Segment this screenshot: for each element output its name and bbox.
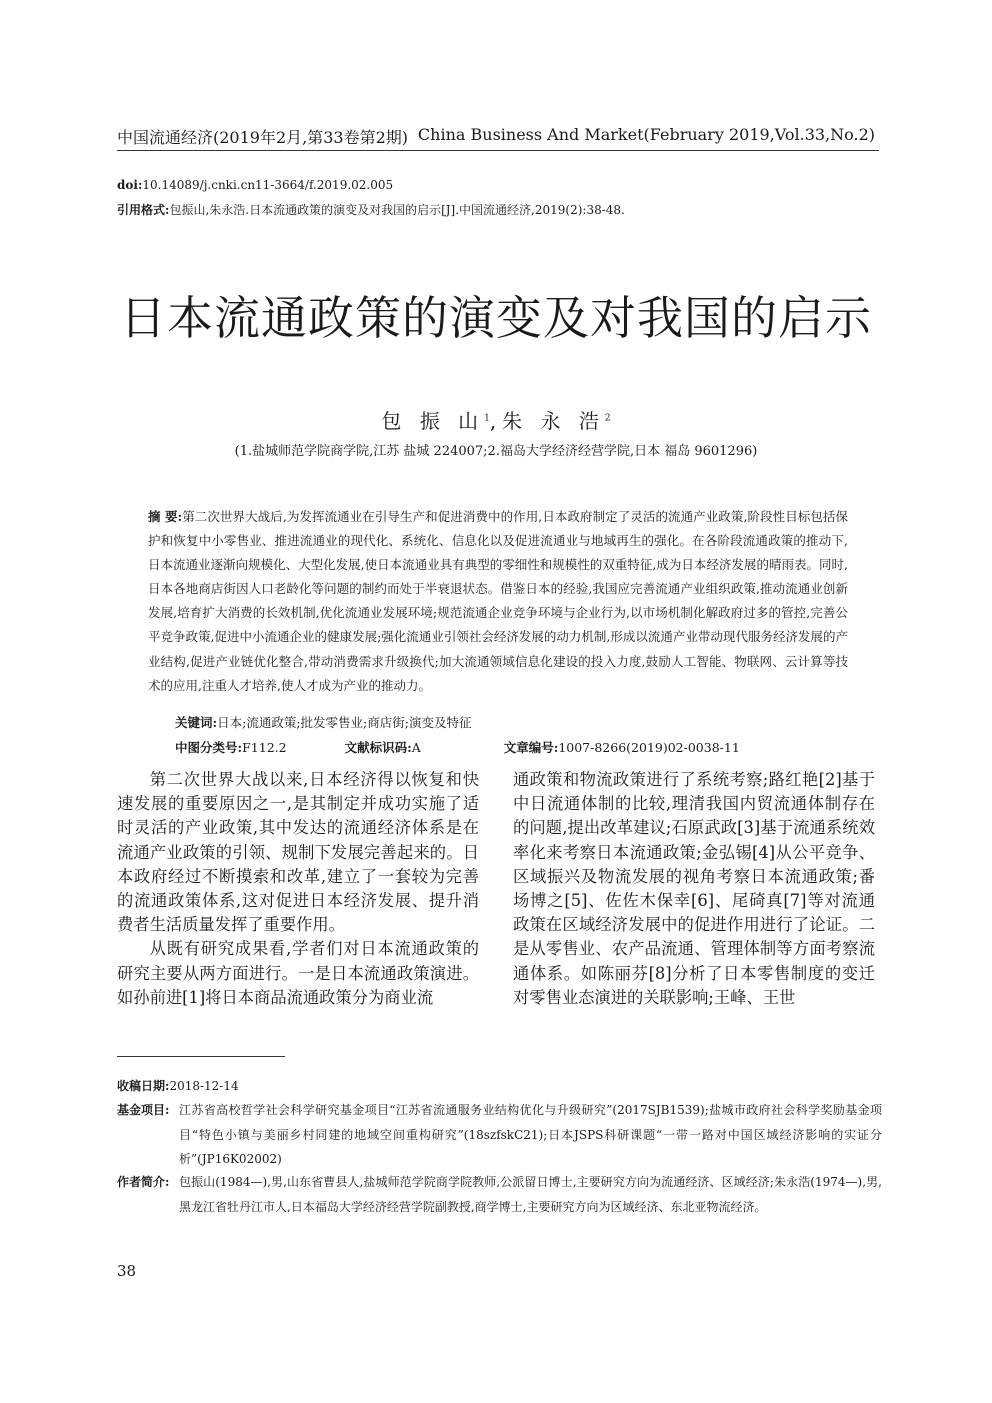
body-paragraph: 第二次世界大战以来,日本经济得以恢复和快速发展的重要原因之一,是其制定并成功实施了适时灵活的产业政策,其中发达的流通经济体系是在流通产业政策的引领、规制下发展完善起来的。日本政府经过不断摸索和改革,建立了一套较为完善的流通政策体系,这对促进日本经济发展、提升消费者生活质量发挥了重要作用。 (117, 770, 479, 935)
keywords (175, 713, 471, 731)
author-bio-note (117, 1170, 882, 1219)
author-2-affil-mark: 2 (604, 413, 611, 424)
received-label: 收稿日期: (117, 1079, 170, 1093)
keywords-label: 关键词: (175, 715, 218, 730)
author-separator: , (489, 409, 503, 433)
body-paragraph: 从既有研究成果看,学者们对日本流通政策的研究主要从两方面进行。一是日本流通政策演进。如孙前进[1]将日本商品流通政策分为商业流 (117, 939, 479, 1007)
received-date (117, 1074, 239, 1098)
citation-value: 包振山,朱永浩.日本流通政策的演变及对我国的启示[J].中国流通经济,2019(2):38-48. (169, 203, 625, 217)
body-column-right (513, 768, 875, 1010)
doi-label: doi: (117, 178, 143, 192)
doi-line (117, 178, 393, 192)
author-bio-value: 包振山(1984—),男,山东省曹县人,盐城师范学院商学院教师,公派留日博士,主要研究方向为流通经济、区域经济;朱永浩(1974—),男,黑龙江省牡丹江市人,日本福岛大学经济经营学院副教授,商学博士,主要研究方向为区域经济、东北亚物流经济。 (179, 1175, 882, 1214)
running-header-left: 中国流通经济(2019年2月,第33卷第2期) (117, 128, 409, 147)
doc-code-value: A (411, 740, 421, 755)
funding-label: 基金项目: (117, 1103, 170, 1117)
keywords-value: 日本;流通政策;批发零售业;商店街;演变及特征 (217, 715, 472, 730)
author-line (0, 405, 992, 434)
citation-label: 引用格式: (117, 203, 170, 217)
footnote-rule (117, 1056, 285, 1057)
author-bio-label: 作者简介: (117, 1175, 170, 1189)
header-rule (117, 150, 879, 151)
page-number: 38 (117, 1262, 137, 1280)
citation-line (117, 201, 625, 218)
funding-value: 江苏省高校哲学社会科学研究基金项目“江苏省流通服务业结构优化与升级研究”(2017SJB1539);盐城市政府社会科学奖励基金项目“特色小镇与美丽乡村同建的地域空间重构研究”(18szfskC21);日本JSPS科研课题“一带一路对中国区域经济影响的实证分析”(JP16K02002) (179, 1103, 882, 1166)
abstract-text: 第二次世界大战后,为发挥流通业在引导生产和促进消费中的作用,日本政府制定了灵活的流通产业政策,阶段性目标包括保护和恢复中小零售业、推进流通业的现代化、系统化、信息化以及促进流通业与地域再生的强化。在各阶段流通政策的推动下,日本流通业逐渐向规模化、大型化发展,使日本流通业具有典型的零细性和规模性的双重特征,成为日本经济发展的晴雨表。同时,日本各地商店街因人口老龄化等问题的制约而处于半衰退状态。借鉴日本的经验,我国应完善流通产业组织政策,推动流通业创新发展,培育扩大消费的长效机制,优化流通业发展环境;规范流通企业竞争环境与企业行为,以市场机制化解政府过多的管控,完善公平竞争政策,促进中小流通企业的健康发展;强化流通业引领社会经济发展的动力机制,形成以流通产业带动现代服务经济发展的产业结构,促进产业链优化整合,带动消费需求升级换代;加大流通领域信息化建设的投入力度,鼓励人工智能、物联网、云计算等技术的应用,注重人才培养,使人才成为产业的推动力。 (148, 509, 848, 693)
article-number-label: 文章编号: (503, 740, 559, 755)
clc-value: F112.2 (242, 740, 287, 755)
body-paragraph: 通政策和物流政策进行了系统考察;路红艳[2]基于中日流通体制的比较,理清我国内贸流通体制存在的问题,提出改革建议;石原武政[3]基于流通系统效率化来考察日本流通政策;金弘锡[4]从公平竞争、区域振兴及物流发展的视角考察日本流通政策;番场博之[5]、佐佐木保幸[6]、尾碕真[7]等对流通政策在区域经济发展中的促进作用进行了论证。二是从零售业、农产品流通、管理体制等方面考察流通体系。如陈丽芬[8]分析了日本零售制度的变迁对零售业态演进的关联影响;王峰、王世 (513, 770, 875, 1007)
body-column-left (117, 768, 479, 1010)
paper-title: 日本流通政策的演变及对我国的启示 (120, 291, 872, 345)
classification-line (175, 738, 740, 756)
abstract (148, 505, 848, 698)
affiliations: (1.盐城师范学院商学院,江苏 盐城 224007;2.福岛大学经济经营学院,日本 福岛 9601296) (234, 444, 758, 459)
received-value: 2018-12-14 (169, 1079, 239, 1093)
clc-label: 中图分类号: (175, 740, 243, 755)
doi-value: 10.14089/j.cnki.cn11-3664/f.2019.02.005 (142, 178, 394, 192)
doc-code-label: 文献标识码: (344, 740, 412, 755)
author-2: 朱 永 浩 (502, 409, 605, 433)
author-1: 包 振 山 (381, 409, 485, 433)
abstract-label: 摘 要: (148, 509, 183, 524)
article-number-value: 1007-8266(2019)02-0038-11 (558, 740, 740, 755)
author-1-affil-mark: 1 (484, 413, 490, 424)
running-header-right: China Business And Market(February 2019,Vol.33,No.2) (417, 125, 875, 144)
funding-note (117, 1098, 882, 1172)
